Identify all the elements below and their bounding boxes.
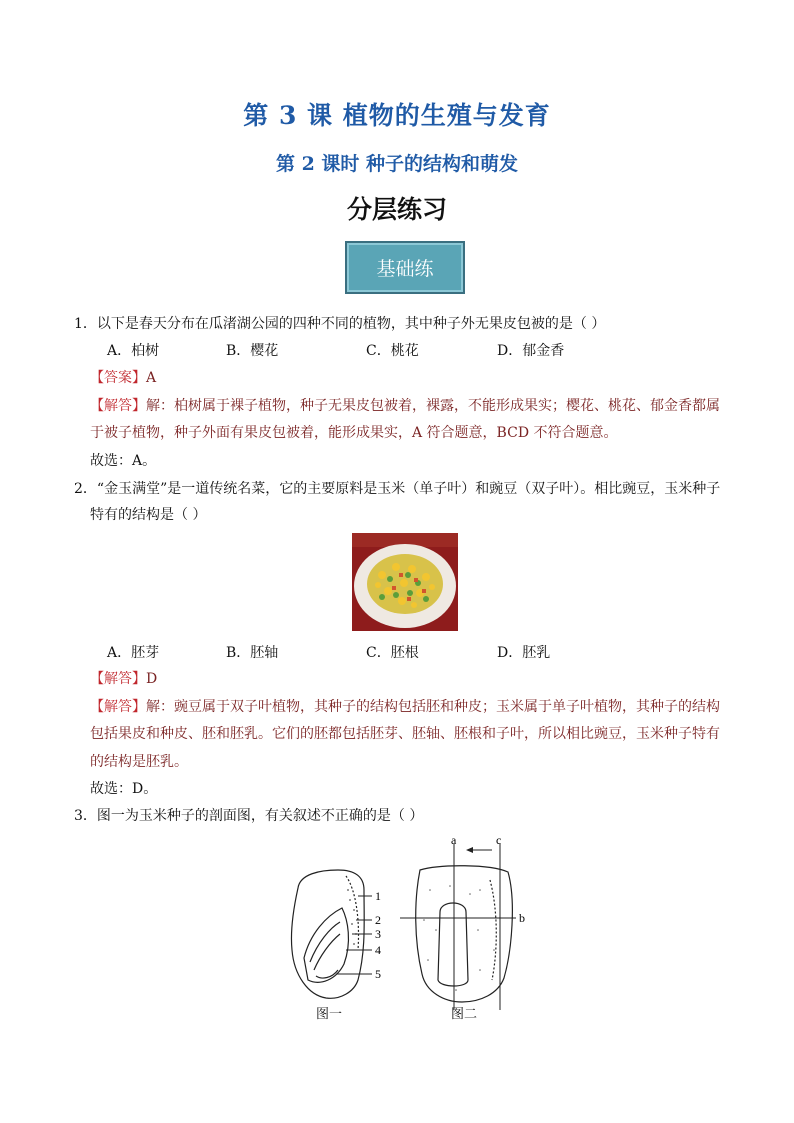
practice-heading: 分层练习 (346, 195, 447, 224)
q1-option-d: D．郁金香 (497, 343, 565, 359)
lesson-title: 第 3 课 植物的生殖与发育 (243, 101, 551, 130)
q2-choose: 故选：D。 (90, 781, 158, 797)
analysis-text: 解：豌豆属于双子叶植物，其种子的结构包括胚和种皮；玉米属于单子叶植物，其种子的结构 (146, 699, 720, 715)
fig2-label-c: c (496, 833, 502, 847)
basic-practice-banner (345, 241, 465, 294)
q3-stem: 3．图一为玉米种子的剖面图，有关叙述不正确的是（ ） (74, 808, 424, 824)
q2-option-b: B．胚轴 (226, 645, 279, 661)
figure-two-seed (416, 866, 513, 1002)
figure-two-caption: 图二 (451, 1007, 478, 1022)
q2-option-c: C．胚根 (366, 645, 419, 661)
q1-analysis-line2: 于被子植物，种子外面有果皮包被着，能形成果实，A 符合题意，BCD 不符合题意。 (90, 425, 618, 441)
analysis-tag: 【解答】 (90, 398, 146, 414)
analysis-text: 解：柏树属于裸子植物，种子无果皮包被着，裸露，不能形成果实；樱花、桃花、郁金香都属 (146, 398, 720, 414)
q1-choose: 故选：A。 (90, 453, 157, 469)
q2-analysis-line1 (90, 697, 720, 717)
q2-analysis-line3: 的结构是胚乳。 (90, 754, 188, 770)
q1-option-c: C．桃花 (366, 343, 419, 359)
corn-pea-dish-image (352, 533, 458, 631)
fig2-label-a: a (451, 833, 457, 847)
answer-value: A (146, 370, 157, 386)
q2-stem-line1: 2．“金玉满堂”是一道传统名菜，它的主要原料是玉米（单子叶）和豌豆（双子叶）。相比豌豆，玉米种子 (74, 481, 721, 497)
q1-analysis-line1 (90, 396, 720, 416)
fig1-label-1: 1 (375, 889, 381, 903)
q2-stem-line2: 特有的结构是（ ） (90, 507, 207, 523)
answer-tag: 【答案】 (90, 370, 146, 386)
q1-answer (90, 368, 156, 388)
fig1-label-4: 4 (375, 943, 381, 957)
figure-one-caption: 图一 (316, 1007, 343, 1022)
q1-option-b: B．樱花 (226, 343, 279, 359)
fig1-label-2: 2 (375, 913, 381, 927)
q1-option-a: A．柏树 (107, 343, 160, 359)
period-subtitle: 第 2 课时 种子的结构和萌发 (275, 153, 519, 175)
answer-value: D (146, 671, 158, 687)
q2-answer (90, 669, 157, 689)
dish-photo (352, 533, 458, 631)
fig2-label-b: b (519, 911, 525, 925)
analysis-tag: 【解答】 (90, 699, 146, 715)
q2-analysis-line2: 包括果皮和种皮、胚和胚乳。它们的胚都包括胚芽、胚轴、胚根和子叶，所以相比豌豆，玉米种子特有 (90, 726, 720, 742)
q2-option-d: D．胚乳 (497, 645, 551, 661)
banner-label: 基础练 (376, 258, 434, 280)
fig1-label-5: 5 (375, 967, 381, 981)
corn-seed-diagrams (280, 830, 540, 1010)
q1-stem: 1．以下是春天分布在瓜渚湖公园的四种不同的植物，其中种子外无果皮包被的是（ ） (74, 316, 606, 332)
q2-option-a: A．胚芽 (107, 645, 160, 661)
analysis-tag: 【解答】 (90, 671, 146, 687)
fig1-label-3: 3 (375, 927, 381, 941)
